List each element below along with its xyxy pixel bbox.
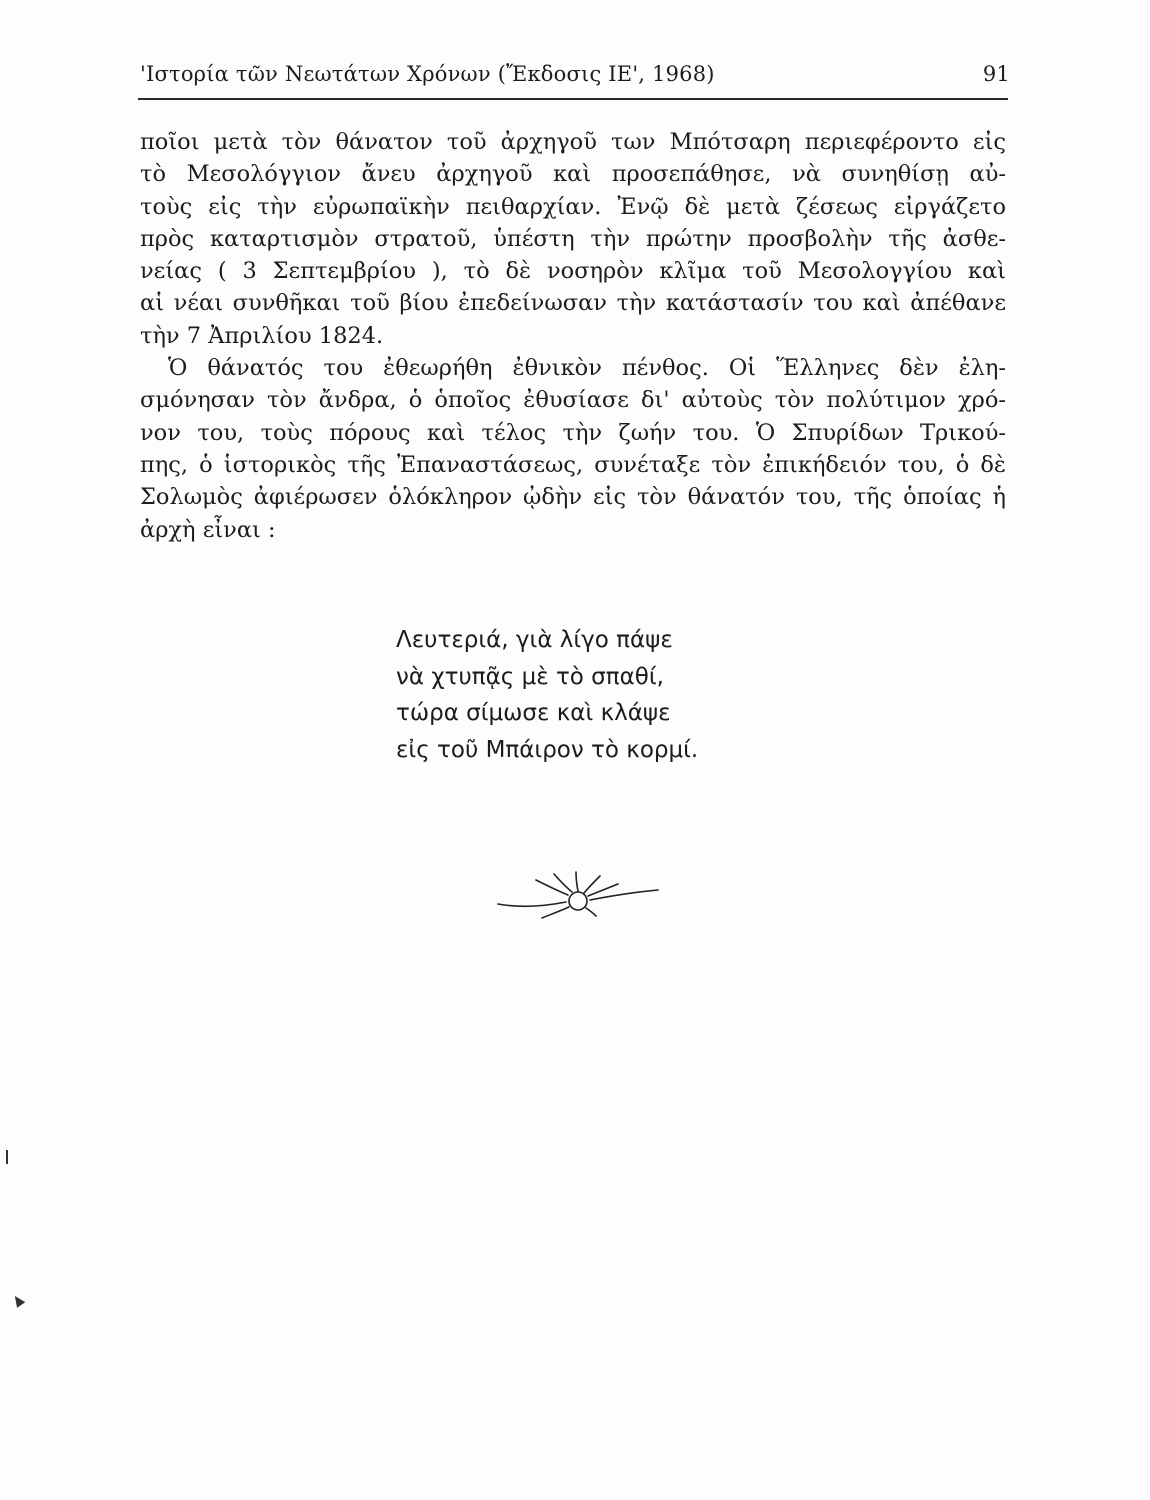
page-number: 91	[982, 62, 1010, 86]
text-line: τὴν 7 Ἀπριλίου 1824.	[140, 322, 384, 349]
paragraph-2	[140, 352, 1006, 546]
text-line: Σολωμὸς ἀφιέρωσεν ὁλόκληρον ᾠδὴν εἰς τὸν θάνατόν του, τῆς ὁποίας ἡ	[140, 484, 1006, 511]
text-line: τὸ Μεσολόγγιον ἄνευ ἀρχηγοῦ καὶ προσεπάθησε, νὰ συνηθίσῃ αὐ-	[140, 161, 1006, 188]
poem-line: νὰ χτυπᾷς μὲ τὸ σπαθί,	[396, 663, 664, 690]
poem-stanza	[396, 622, 698, 768]
text-line: ἀρχὴ εἶναι :	[140, 516, 276, 543]
text-line: νείας ( 3 Σεπτεμβρίου ), τὸ δὲ νοσηρὸν κλῖμα τοῦ Μεσολογγίου καὶ	[140, 258, 1006, 285]
text-line: Ὁ θάνατός του ἐθεωρήθη ἐθνικὸν πένθος. Οἱ Ἕλληνες δὲν ἐλη-	[168, 355, 1006, 382]
sun-ornament-icon	[496, 866, 661, 925]
text-line: ποῖοι μετὰ τὸν θάνατον τοῦ ἀρχηγοῦ των Μπότσαρη περιεφέροντο εἰς	[140, 129, 1006, 155]
poem-line: Λευτεριά, γιὰ λίγο πάψε	[396, 627, 673, 653]
text-line: νον του, τοὺς πόρους καὶ τέλος τὴν ζωήν του. Ὁ Σπυρίδων Τρικού-	[140, 419, 1006, 446]
margin-arrow-icon	[11, 1293, 26, 1308]
running-title: 'Ιστορία τῶν Νεωτάτων Χρόνων (Ἔκδοσις ΙΕ', 1968)	[140, 62, 715, 86]
header-rule	[138, 98, 1008, 100]
text-line: αἱ νέαι συνθῆκαι τοῦ βίου ἐπεδείνωσαν τὴν κατάστασίν του καὶ ἀπέθανε	[140, 290, 1006, 317]
poem-line: τώρα σίμωσε καὶ κλάψε	[396, 700, 671, 726]
text-line: πης, ὁ ἱστορικὸς τῆς Ἐπαναστάσεως, συνέταξε τὸν ἐπικήδειόν του, ὁ δὲ	[140, 451, 1006, 478]
poem-line: εἰς τοῦ Μπάιρον τὸ κορμί.	[396, 736, 699, 763]
body-text	[140, 126, 1006, 546]
text-line: σμόνησαν τὸν ἄνδρα, ὁ ὁποῖος ἐθυσίασε δι' αὐτοὺς τὸν πολύτιμον χρό-	[140, 387, 1006, 414]
margin-tick	[6, 1150, 8, 1164]
text-line: πρὸς καταρτισμὸν στρατοῦ, ὑπέστη τὴν πρώτην προσβολὴν τῆς ἀσθε-	[140, 225, 1006, 252]
paragraph-1	[140, 126, 1006, 352]
text-line: τοὺς εἰς τὴν εὐρωπαϊκὴν πειθαρχίαν. Ἐνῷ δὲ μετὰ ζέσεως εἰργάζετο	[140, 193, 1006, 220]
